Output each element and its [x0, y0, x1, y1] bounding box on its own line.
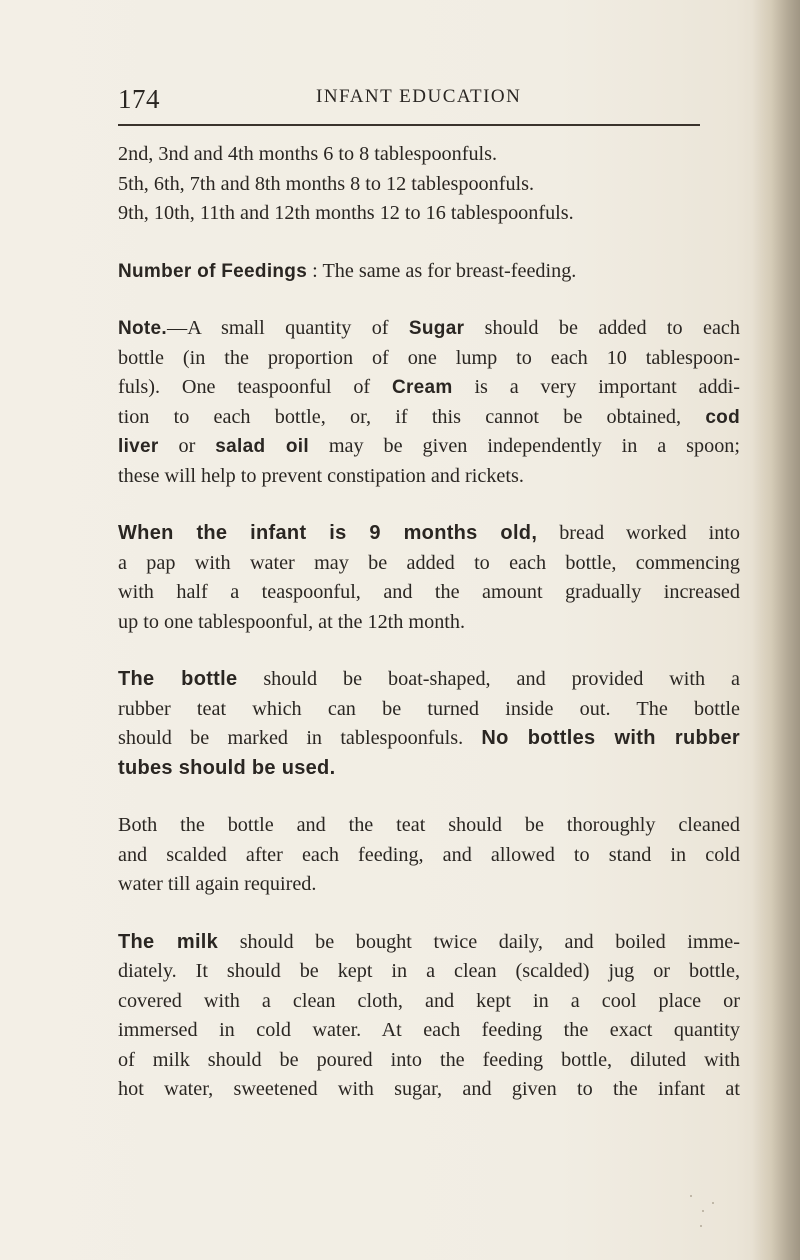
- paragraph-line: a pap with water may be added to each bottle, commencing: [118, 551, 740, 574]
- nine-months-paragraph: [118, 519, 740, 637]
- paper-speck: [690, 1195, 692, 1197]
- cod-term: cod: [705, 406, 740, 428]
- body-text: [118, 140, 740, 1105]
- paragraph-line: Note.—A small quantity of Sugar should be added to each: [118, 317, 740, 339]
- paper-speck: [700, 1225, 702, 1227]
- sugar-term: Sugar: [408, 318, 465, 339]
- paragraph-line: with half a teaspoonful, and the amount gradually increased: [118, 581, 740, 603]
- paper-speck: [712, 1202, 714, 1204]
- paragraph-line: tubes should be used.: [118, 756, 336, 779]
- bottle-paragraph: [118, 665, 740, 783]
- paper-speck: [702, 1210, 704, 1212]
- header-rule: [118, 124, 700, 126]
- no-rubber-tubes-warning: No bottles with rubber: [481, 727, 740, 749]
- nine-months-heading: When the infant is 9 months old,: [118, 522, 538, 544]
- paragraph-line: these will help to prevent constipation and rickets.: [118, 464, 524, 487]
- milk-heading: The milk: [118, 930, 219, 953]
- paragraph-line: rubber teat which can be turned inside out. The bottle: [118, 697, 740, 720]
- page-header: [118, 82, 740, 116]
- paragraph-line: hot water, sweetened with sugar, and given to the infant at: [118, 1078, 740, 1100]
- paragraph-line: immersed in cold water. At each feeding the exact quantity: [118, 1019, 740, 1041]
- paragraph-line: The milk should be bought twice daily, and boiled imme-: [118, 930, 740, 953]
- quantity-line: 2nd, 3nd and 4th months 6 to 8 tablespoonfuls.: [118, 143, 498, 165]
- page-edge-shadow: [752, 0, 800, 1260]
- salad-oil-term: salad oil: [215, 436, 309, 457]
- paragraph-line: and scalded after each feeding, and allowed to stand in cold: [118, 843, 740, 866]
- paragraph-line: up to one tablespoonful, at the 12th month.: [118, 610, 466, 633]
- paragraph-line: bottle (in the proportion of one lump to each 10 tablespoon-: [118, 346, 740, 369]
- quantity-line: 9th, 10th, 11th and 12th months 12 to 16 tablespoonfuls.: [118, 202, 574, 224]
- paragraph-line: fuls). One teaspoonful of Cream is a very important addi-: [118, 376, 740, 398]
- cleaning-paragraph: [118, 811, 740, 900]
- paragraph-line: Both the bottle and the teat should be thoroughly cleaned: [118, 814, 740, 836]
- quantity-list: [118, 140, 740, 229]
- paragraph-line: water till again required.: [118, 873, 317, 895]
- paragraph-line: tion to each bottle, or, if this cannot be obtained, cod: [118, 405, 740, 428]
- paragraph-line: When the infant is 9 months old, bread worked into: [118, 522, 740, 544]
- paragraph-line: liver or salad oil may be given independently in a spoon;: [118, 435, 740, 457]
- feedings-paragraph: Number of Feedings : The same as for breast-feeding.: [118, 259, 577, 282]
- paragraph-line: The bottle should be boat-shaped, and provided with a: [118, 668, 740, 690]
- feedings-heading: Number of Feedings: [118, 260, 308, 282]
- quantity-line: 5th, 6th, 7th and 8th months 8 to 12 tablespoonfuls.: [118, 172, 535, 195]
- note-heading: Note.: [118, 318, 167, 339]
- paragraph-line: diately. It should be kept in a clean (scalded) jug or bottle,: [118, 960, 740, 982]
- paragraph-line: of milk should be poured into the feeding bottle, diluted with: [118, 1048, 740, 1071]
- page-number: 174: [118, 84, 160, 114]
- liver-term: liver: [118, 436, 159, 457]
- paragraph-line: should be marked in tablespoonfuls. No bottles with rubber: [118, 727, 740, 749]
- cream-term: Cream: [391, 377, 453, 398]
- running-title: INFANT EDUCATION: [316, 86, 522, 107]
- milk-paragraph: [118, 928, 740, 1105]
- note-paragraph: [118, 314, 740, 491]
- paragraph-line: covered with a clean cloth, and kept in a cool place or: [118, 989, 740, 1012]
- bottle-heading: The bottle: [118, 668, 238, 690]
